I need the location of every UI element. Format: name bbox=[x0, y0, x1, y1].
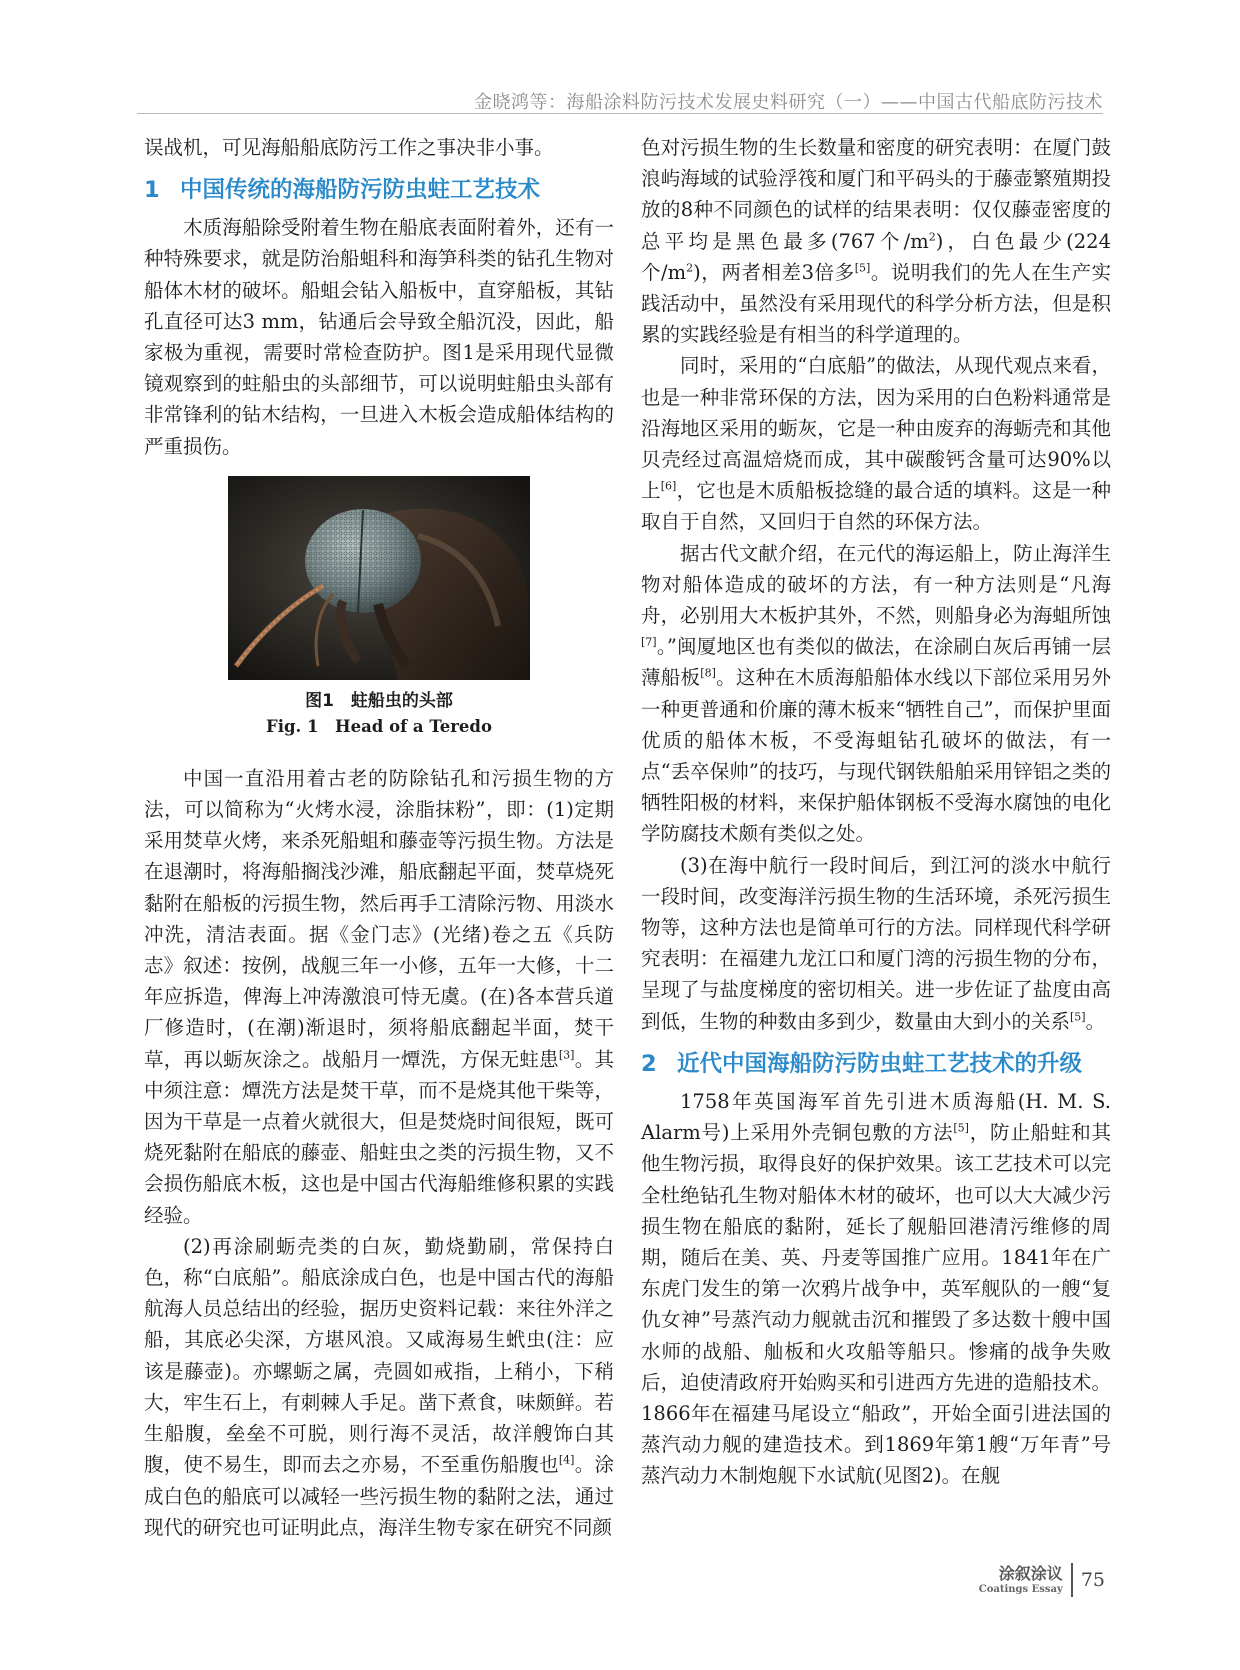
text-run: 色对污损生物的生长数量和密度的研究表明：在厦门鼓浪屿海域的试验浮筏和厦门和平码头的于藤壶繁殖期投放的8种不同颜色的试样的结果表明：仅仅藤壶密度的总平均是黑色最多(767个/m bbox=[641, 136, 1111, 253]
intro-paragraph: 误战机，可见海船船底防污工作之事决非小事。 bbox=[144, 136, 554, 159]
exponent: 2 bbox=[686, 261, 694, 275]
text-run: ，防止船蛀和其他生物污损，取得良好的保护效果。该工艺技术可以完全杜绝钻孔生物对船体木材的破坏，也可以大大减少污损生物在船底的黏附，延长了舰船回港清污维修的周期，随后在美、英、丹麦等国推广应用。1841年在广东虎门发生的第一次鸦片战争中，英军舰队的一艘“复仇女神”号蒸汽动力舰就击沉和摧毁了多达数十艘中国水师的战船、舢板和火攻船等船只。惨痛的战争失败后，迫使清政府开始购买和引进西方先进的造船技术。1866年在福建马尾设立“船政”，开始全面引进法国的蒸汽动力舰的建造技术。到1869年第1艘“万年青”号蒸汽动力木制炮舰下水试航(见图2)。在舰 bbox=[641, 1121, 1111, 1488]
paragraph: 木质海船除受附着生物在船底表面附着外，还有一种特殊要求，就是防治船蛆科和海笋科类的钻孔生物对船体木材的破坏。船蛆会钻入船板中，直穿船板，其钻孔直径可达3 mm，钻通后会导致全船沉没，因此，船家极为重视，需要时常检查防护。图1是采用现代显微镜观察到的蛀船虫的头部细节，可以说明蛀船虫头部有非常锋利的钻木结构，一旦进入木板会造成船体结构的严重损伤。 bbox=[144, 216, 614, 458]
text-run: 。其中须注意：燂洗方法是焚干草，而不是烧其他干柴等，因为干草是一点着火就很大，但是焚烧时间很短，既可烧死黏附在船底的藤壶、船蛀虫之类的污损生物，又不会损伤船底木板，这也是中国古代海船维修积累的实践经验。 bbox=[144, 1047, 614, 1227]
section-1-title: 中国传统的海船防污防虫蛀工艺技术 bbox=[180, 177, 541, 204]
text-run: 。说明我们的先人在生产实践活动中，虽然没有采用现代的科学分析方法，但是积累的实践经验是有相当的科学道理的。 bbox=[641, 260, 1111, 347]
right-column bbox=[641, 132, 1111, 1492]
text-run: )，两者相差3倍多 bbox=[693, 260, 855, 284]
citation-ref: [7] bbox=[641, 635, 657, 649]
text-run: 1758年英国海军首先引进木质海船(H. M. S. Alarm号)上采用外壳铜包敷的方法 bbox=[641, 1089, 1111, 1145]
running-header: 金晓鸿等：海船涂料防污技术发展史料研究（一）——中国古代船底防污技术 bbox=[474, 92, 1103, 113]
figure-1-caption-en: Fig. 1 Head of a Teredo bbox=[266, 716, 492, 736]
paragraph bbox=[641, 1086, 1111, 1492]
citation-ref: [8] bbox=[700, 666, 716, 680]
paragraph bbox=[641, 538, 1111, 850]
paragraph bbox=[641, 350, 1111, 537]
section-2-heading bbox=[641, 1049, 1111, 1080]
section-1-heading bbox=[144, 175, 614, 206]
text-run: (2)再涂刷蛎壳类的白灰，勤烧勤刷，常保持白色，称“白底船”。船底涂成白色，也是中国古代的海船航海人员总结出的经验，据历史资料记载：来往外洋之船，其底必尖深，方堪风浪。又咸海易生蚮虫(注：应该是藤壶)。亦螺蛎之属，壳圆如戒指，上稍小，下稍大，牢生石上，有刺棘人手足。凿下煮食，味颇鲜。若生船腹，垒垒不可脱，则行海不灵活，故洋艘饰白其腹，使不易生，即而去之亦易，不至重伤船腹也 bbox=[144, 1234, 614, 1477]
journal-name-en: Coatings Essay bbox=[978, 1584, 1063, 1595]
text-run: 。”闽厦地区也有类似的做法，在涂刷白灰后再铺一层薄船板 bbox=[641, 635, 1111, 690]
page-number: 75 bbox=[1080, 1569, 1105, 1591]
text-run: 。涂成白色的船底可以减轻一些污损生物的黏附之法，通过现代的研究也可证明此点，海洋生物专家在研究不同颜 bbox=[144, 1453, 614, 1539]
figure-1-caption-zh: 图1 蛀船虫的头部 bbox=[305, 690, 453, 711]
text-run: ，它也是木质船板捻缝的最合适的填料。这是一种取自于自然，又回归于自然的环保方法。 bbox=[641, 479, 1111, 534]
text-run: )，白色最少(224个/m bbox=[641, 229, 1111, 284]
header-rule bbox=[137, 113, 1103, 114]
paragraph bbox=[144, 763, 614, 1231]
paragraph bbox=[641, 850, 1111, 1037]
citation-ref: [5] bbox=[854, 261, 871, 275]
section-2-title: 近代中国海船防污防虫蛀工艺技术的升级 bbox=[677, 1050, 1083, 1077]
section-2-number: 2 bbox=[641, 1050, 657, 1077]
teredo-head-photo bbox=[228, 476, 530, 680]
journal-name-zh: 涂叙涂议 bbox=[998, 1564, 1063, 1583]
footer-divider bbox=[1071, 1563, 1073, 1597]
citation-ref: [5] bbox=[953, 1121, 969, 1135]
section-1-number: 1 bbox=[144, 177, 160, 204]
figure-1 bbox=[144, 476, 614, 739]
exponent: 2 bbox=[928, 230, 936, 244]
text-run: (3)在海中航行一段时间后，到江河的淡水中航行一段时间，改变海洋污损生物的生活环境，杀死污损生物等，这种方法也是简单可行的方法。同样现代科学研究表明：在福建九龙江口和厦门湾的污损生物的分布，呈现了与盐度梯度的密切相关。进一步佐证了盐度由高到低，生物的种数由多到少，数量由大到小的关系 bbox=[641, 853, 1111, 1033]
journal-footer bbox=[979, 1563, 1105, 1597]
citation-ref: [4] bbox=[558, 1453, 575, 1467]
paragraph bbox=[641, 132, 1111, 350]
citation-ref: [3] bbox=[558, 1048, 575, 1062]
text-run: 。这种在木质海船船体水线以下部位采用另外一种更普通和价廉的薄木板来“牺牲自己”，而保护里面优质的船体木板，不受海蛆钻孔破坏的做法，有一点“丢卒保帅”的技巧，与现代钢铁船舶采用锌铝之类的牺牲阳极的材料，来保护船体钢板不受海水腐蚀的电化学防腐技术颇有类似之处。 bbox=[641, 666, 1111, 846]
text-run: 中国一直沿用着古老的防除钻孔和污损生物的方法，可以简称为“火烤水浸，涂脂抹粉”，即：(1)定期采用焚草火烤，来杀死船蛆和藤壶等污损生物。方法是在退潮时，将海船搁浅沙滩，船底翻起平面，焚草烧死黏附在船板的污损生物，然后再手工清除污物、用淡水冲洗，清洁表面。据《金门志》(光绪)卷之五《兵防志》叙述：按例，战舰三年一小修，五年一大修，十二年应拆造，俾海上冲涛激浪可恃无虞。(在)各本营兵道厂修造时，(在潮)渐退时，须将船底翻起半面，焚干草，再以蛎灰涂之。战船月一燂洗，方保无蛀患 bbox=[144, 766, 614, 1071]
text-run: 同时，采用的“白底船”的做法，从现代观点来看，也是一种非常环保的方法，因为采用的白色粉料通常是沿海地区采用的蛎灰，它是一种由废弃的海蛎壳和其他贝壳经过高温焙烧而成，其中碳酸钙含量可达90%以上 bbox=[641, 354, 1111, 503]
left-column bbox=[144, 132, 614, 1543]
journal-names bbox=[979, 1564, 1063, 1596]
text-run: 。 bbox=[1085, 1009, 1106, 1033]
paragraph bbox=[144, 1231, 614, 1543]
citation-ref: [6] bbox=[660, 479, 677, 493]
text-run: 据古代文献介绍，在元代的海运船上，防止海洋生物对船体造成的破坏的方法，有一种方法则是“凡海舟，必别用大木板护其外，不然，则船身必为海蛆所蚀 bbox=[641, 541, 1111, 628]
citation-ref: [5] bbox=[1070, 1010, 1086, 1024]
